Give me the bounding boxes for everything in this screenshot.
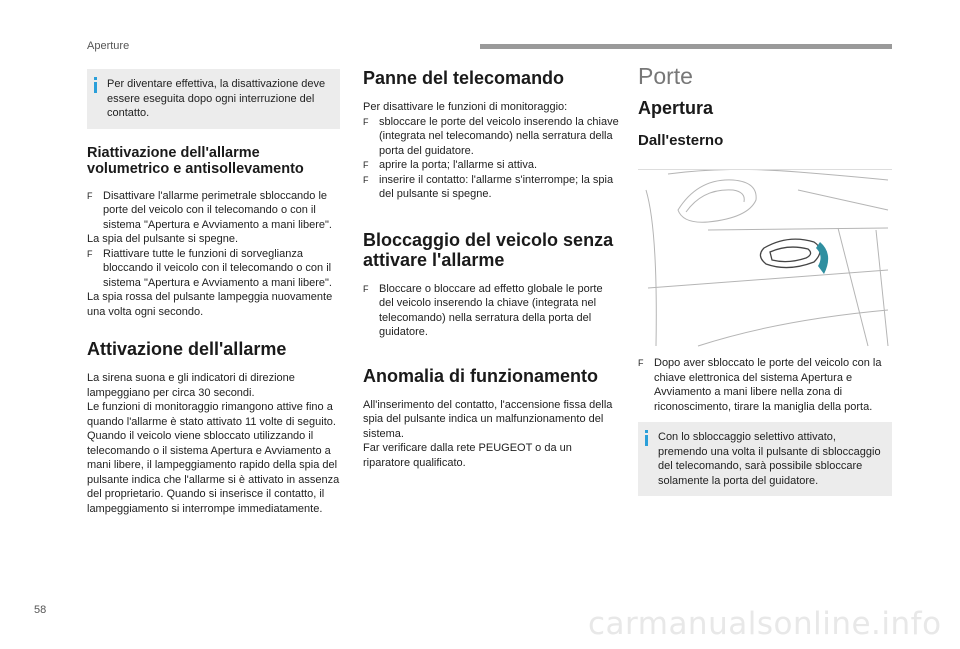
heading-dall-esterno: Dall'esterno xyxy=(638,132,724,149)
heading-anomalia: Anomalia di funzionamento xyxy=(363,365,599,386)
heading-apertura: Apertura xyxy=(638,98,714,118)
page-number: 58 xyxy=(34,604,47,616)
door-handle-illustration xyxy=(638,169,892,348)
heading-bloccaggio: Bloccaggio del veicolo senza attivare l'allarme xyxy=(363,229,614,270)
paragraph: La spia del pulsante si spegne. xyxy=(87,233,239,245)
paragraph: All'inserimento del contatto, l'accensione fissa della spia del pulsante indica un malfunzionamento del sistema. xyxy=(363,398,613,440)
bullet-icon: F xyxy=(363,174,369,185)
car-door-drawing xyxy=(638,170,892,348)
column-middle xyxy=(363,60,619,470)
bullet-icon: F xyxy=(87,190,93,201)
column-right xyxy=(638,60,892,496)
column-left xyxy=(87,69,340,516)
list-item: F Dopo aver sbloccato le porte del veicolo con la chiave elettronica del sistema Apertura e Avviamento a mani libere nella zona di riconoscimento, tirare la maniglia della porta. xyxy=(638,357,882,413)
info-note xyxy=(87,69,340,129)
info-icon xyxy=(94,82,97,93)
bullet-icon: F xyxy=(363,283,369,294)
paragraph: Quando il veicolo viene sbloccato utilizzando il telecomando o il sistema Apertura e Avviamento a mani libere, il lampeggiamento rapido della spia del pulsante indica che l'allarme si è attivato in assenza del proprietario. Quando si inserisce il contatto, il lampeggiamento si interrompe immediatamente. xyxy=(87,430,340,515)
section-header: Aperture xyxy=(87,40,130,52)
list-item: F Riattivare tutte le funzioni di sorveglianza bloccando il veicolo con il telecomando o con il sistema "Apertura e Avviamento a mani libere". xyxy=(87,247,332,289)
bullet-icon: F xyxy=(363,116,369,127)
paragraph: Far verificare dalla rete PEUGEOT o da un riparatore qualificato. xyxy=(363,442,572,469)
bullet-icon: F xyxy=(363,160,369,170)
bullet-icon: F xyxy=(87,248,93,259)
heading-attivazione: Attivazione dell'allarme xyxy=(87,339,287,359)
paragraph: Le funzioni di monitoraggio rimangono attive fino a quando l'allarme è stato attivato 11 volte di seguito. xyxy=(87,401,336,428)
info-icon xyxy=(645,435,648,446)
heading-porte: Porte xyxy=(638,63,693,89)
header-rule xyxy=(480,44,892,49)
list-item: F aprire la porta; l'allarme si attiva. xyxy=(363,159,537,171)
list-item: F sbloccare le porte del veicolo inserendo la chiave (integrata nel telecomando) nella serratura della porta del guidatore. xyxy=(363,115,619,157)
list-item: F inserire il contatto: l'allarme s'interrompe; la spia del pulsante si spegne. xyxy=(363,173,614,200)
info-note xyxy=(638,422,892,496)
paragraph: La spia rossa del pulsante lampeggia nuovamente una volta ogni secondo. xyxy=(87,291,333,318)
info-note-text: Con lo sbloccaggio selettivo attivato, premendo una volta il pulsante di sbloccaggio del telecomando, sarà possibile sbloccare solamente la porta del guidatore. xyxy=(658,431,881,487)
paragraph: Per disattivare le funzioni di monitoraggio: xyxy=(363,101,568,113)
bullet-icon: F xyxy=(638,358,644,368)
paragraph: La sirena suona e gli indicatori di direzione lampeggiano per circa 30 secondi. xyxy=(87,372,295,399)
list-item: F Bloccare o bloccare ad effetto globale le porte del veicolo inserendo la chiave (integrata nel telecomando) nella serratura della porta del guidatore. xyxy=(363,282,603,338)
watermark: carmanualsonline.info xyxy=(588,606,942,642)
heading-panne: Panne del telecomando xyxy=(363,68,565,88)
heading-riattivazione: Riattivazione dell'allarme volumetrico e antisollevamento xyxy=(87,144,304,177)
list-item: F Disattivare l'allarme perimetrale sbloccando le porte del veicolo con il telecomando o con il sistema "Apertura e Avviamento a mani libere". xyxy=(87,189,332,231)
info-note-text: Per diventare effettiva, la disattivazione deve essere eseguita dopo ogni interruzione del contatto. xyxy=(107,78,326,119)
